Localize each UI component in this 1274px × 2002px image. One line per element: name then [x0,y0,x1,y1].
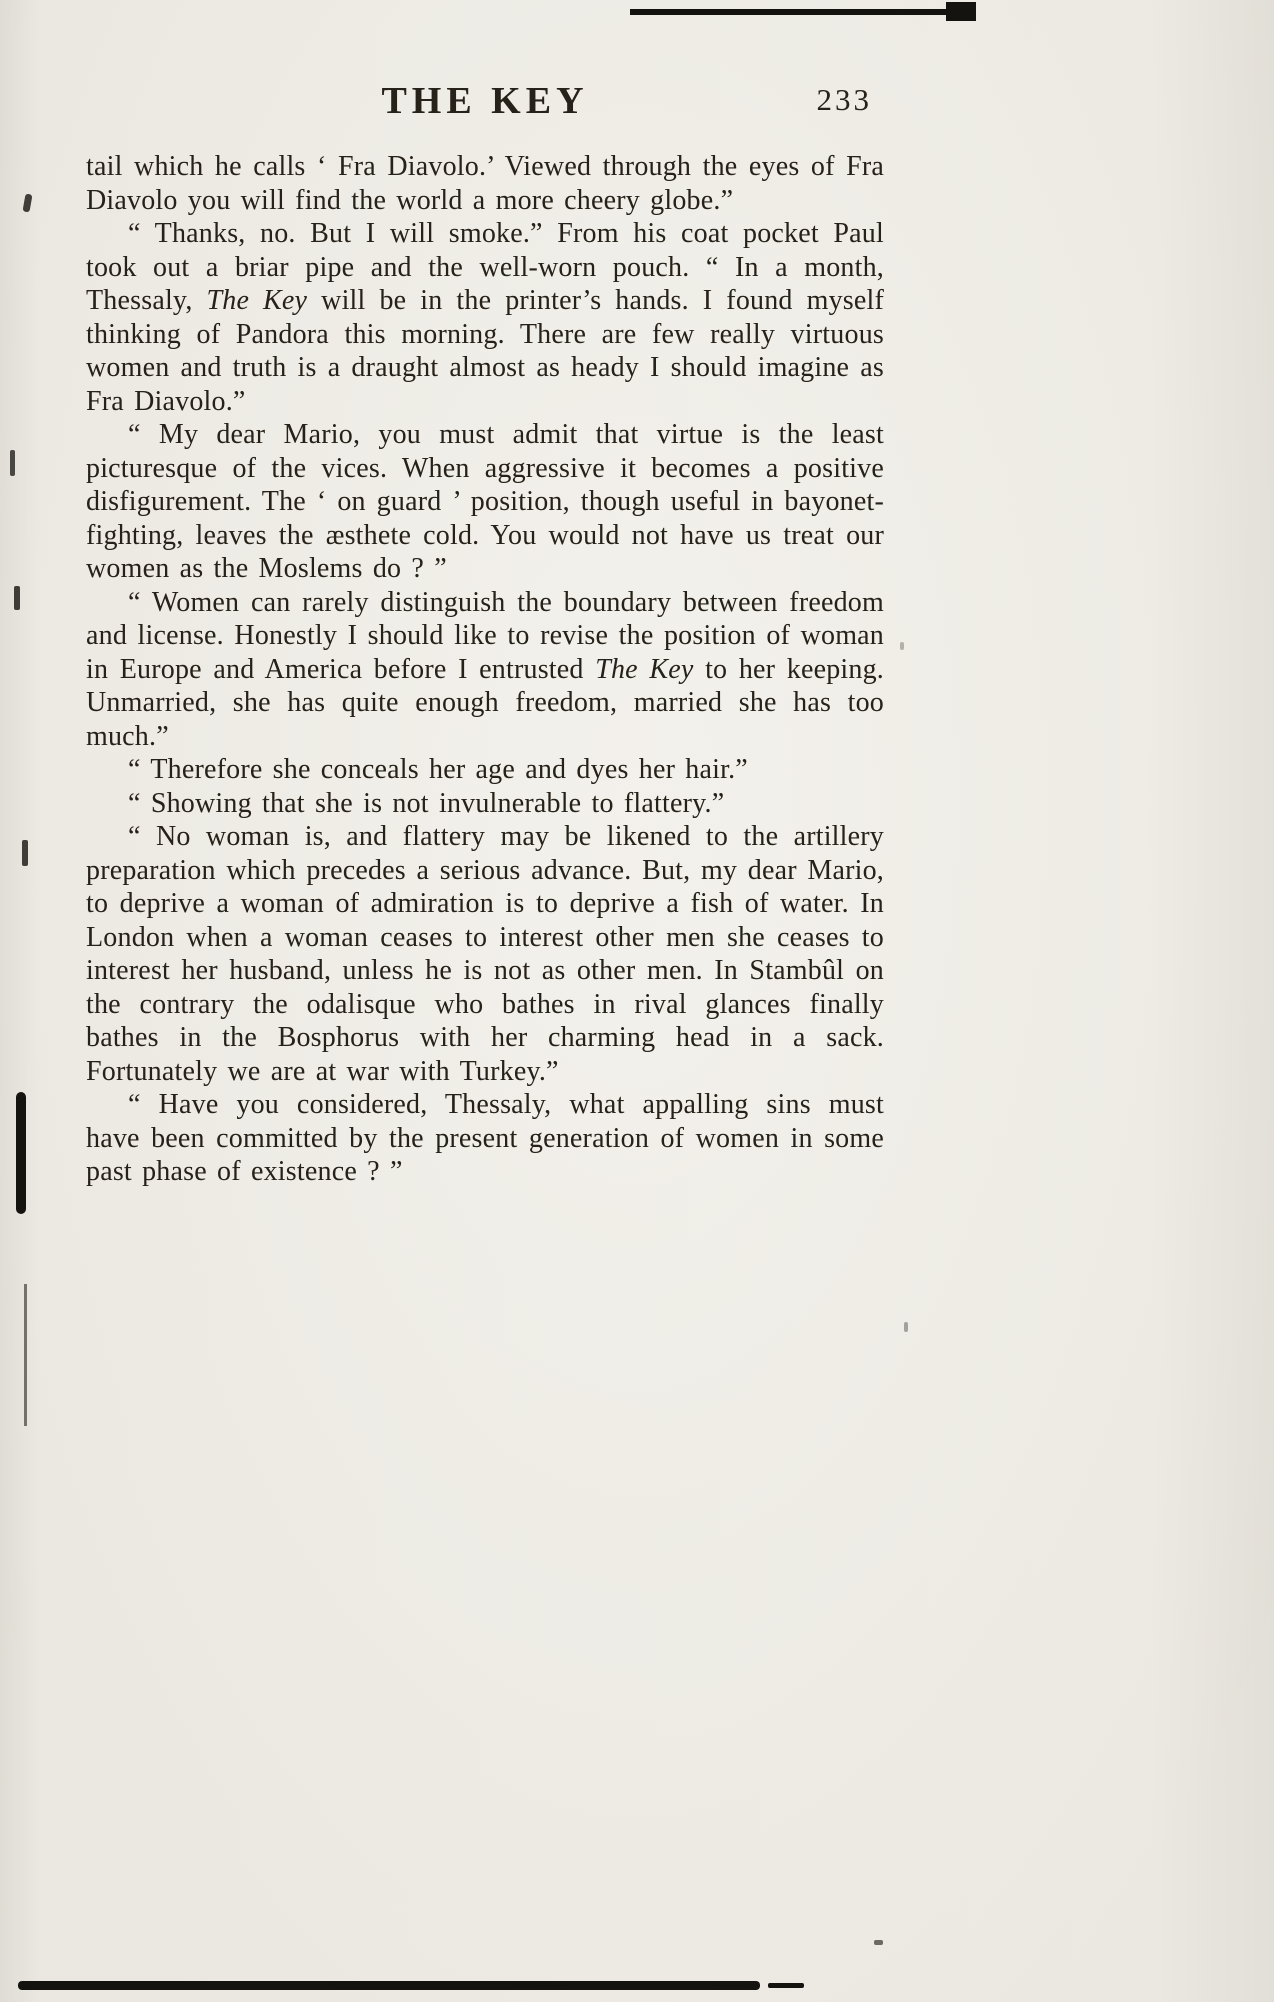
text-run: to her keeping. Unmarried, she has quite enough freedom, married she has too much.” [86,653,884,752]
margin-speck [22,194,32,213]
margin-speck [904,1322,908,1332]
running-header [86,72,884,130]
text-run: tail which he calls ‘ Fra Diavolo.’ Viewed through the eyes of Fra Diavolo you will find the world a more cheery globe.” [86,151,884,216]
text-run: “ Have you considered, Thessaly, what appalling sins must have been committed by the present generation of women in some past phase of existence ? ” [86,1089,884,1187]
paragraph [86,787,884,821]
paragraph [86,150,884,217]
paragraph [86,418,884,586]
italic-text-run: The Key [206,285,308,316]
text-run: will be in the printer’s hands. I found myself thinking of Pandora this morning. There are few really virtuous women and truth is a draught almost as heady I should imagine as Fra Diavolo.” [86,285,884,417]
text-run: “ No woman is, and flattery may be likened to the artillery preparation which precedes a serious advance. But, my dear Mario, to deprive a woman of admiration is to deprive a fish of water. In London when a woman ceases to interest other men she ceases to interest her husband, unless he is not as other men. In Stambûl on the contrary the odalisque who bathes in rival glances finally bathes in the Bosphorus with her charming head in a sack. Fortunately we are at war with Turkey.” [86,821,884,1087]
margin-speck [22,840,28,866]
paragraph [86,820,884,1088]
paragraph [86,1088,884,1189]
margin-thin-line [24,1284,27,1426]
margin-speck [10,450,15,476]
margin-speck [900,642,904,650]
margin-speck [874,1940,883,1945]
page-number: 233 [816,82,872,117]
bottom-rule-ink-mark [18,1981,760,1990]
text-run: “ Therefore she conceals her age and dyes her hair.” [128,754,748,785]
text-column [86,72,884,1189]
book-title-header: THE KEY [381,80,589,122]
text-run: “ Women can rarely distinguish the boundary between freedom and license. Honestly I should like to revise the position of woman in Europe and America before I entrusted [86,586,884,685]
italic-text-run: The Key [595,653,694,685]
paragraph [86,217,884,418]
top-corner-ink-mark [946,2,976,21]
margin-ink-streak [16,1092,26,1214]
paragraph [86,753,884,787]
bottom-dash-ink-mark [768,1983,804,1988]
text-run: “ Thanks, no. But I will smoke.” From his coat pocket Paul took out a briar pipe and the well-worn pouch. “ In a month, Thessaly, [86,218,884,316]
page-body [86,150,884,1189]
top-rule-ink-mark [630,9,950,15]
text-run: “ Showing that she is not invulnerable to flattery.” [128,787,725,819]
margin-speck [14,586,20,610]
paragraph [86,586,884,754]
text-run: “ My dear Mario, you must admit that virtue is the least picturesque of the vices. When aggressive it becomes a positive disfigurement. The ‘ on guard ’ position, though useful in bayonet-fighting, leaves the æsthete cold. You would not have us treat our women as the Moslems do ? ” [86,419,884,584]
